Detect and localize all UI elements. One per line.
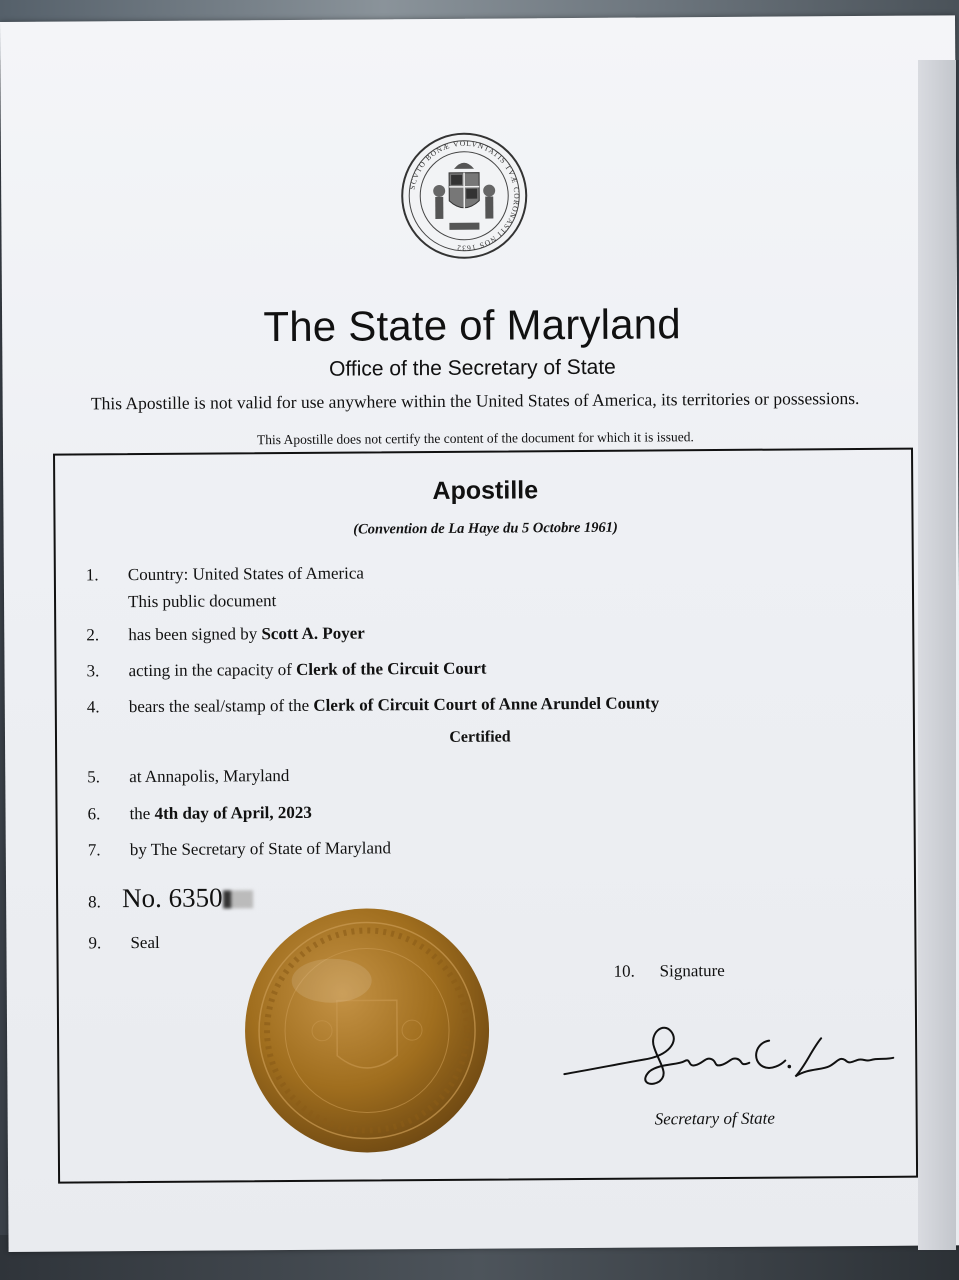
item-value: Clerk of the Circuit Court	[296, 658, 487, 679]
item-by	[88, 838, 391, 860]
item-signature	[614, 961, 725, 982]
item-text: acting in the capacity of	[128, 659, 297, 681]
signature-caption: Secretary of State	[654, 1108, 775, 1129]
item-seal-stamp	[87, 693, 660, 717]
item-signed-by	[86, 623, 365, 645]
item-number: 10.	[613, 961, 635, 981]
item-place	[87, 766, 289, 787]
handwritten-signature-icon	[559, 1010, 900, 1092]
item-number: 2.	[86, 625, 100, 645]
item-text: at Annapolis, Maryland	[129, 765, 290, 787]
item-date	[87, 803, 311, 825]
item-seal	[88, 933, 159, 953]
item-value: Clerk of Circuit Court of Anne Arundel County	[313, 693, 660, 715]
office-subtitle: Office of the Secretary of State	[328, 355, 616, 381]
item-number: 9.	[88, 933, 102, 953]
item-number: 8.	[88, 892, 101, 912]
paper-stack-edge	[918, 60, 956, 1250]
apostille-heading: Apostille	[432, 476, 539, 505]
item-text: by The Secretary of State of Maryland	[129, 838, 392, 860]
item-public-document	[86, 591, 276, 612]
convention-line: (Convention de La Haye du 5 Octobre 1961)	[353, 519, 618, 538]
item-value: 4th day of April, 2023	[154, 802, 312, 823]
seal-motto: SCVTO BONÆ VOLVNTATIS TVÆ CORONASTI NOS 1632	[407, 138, 522, 253]
item-number: 6.	[87, 804, 101, 824]
item-text: Signature	[659, 960, 725, 981]
apostille-box	[53, 448, 918, 1184]
item-text: This public document	[127, 591, 277, 612]
maryland-great-seal-icon	[399, 130, 530, 261]
item-text: has been signed by	[128, 624, 262, 645]
validity-notice: This Apostille is not valid for use anywhere within the United States of America, its territories or possessions.	[90, 388, 860, 414]
certified-label: Certified	[449, 728, 511, 746]
item-capacity	[86, 659, 486, 682]
apostille-document	[0, 15, 959, 1252]
item-text: Country: United States of America	[127, 563, 364, 585]
item-number-line	[88, 882, 253, 914]
item-text: the	[129, 803, 155, 824]
item-country	[86, 563, 364, 585]
content-notice: This Apostille does not certify the content of the document for which it is issued.	[256, 429, 694, 448]
item-number: 4.	[86, 697, 100, 717]
apostille-number: No. 6350	[122, 882, 223, 914]
item-value: Scott A. Poyer	[261, 623, 365, 644]
page-title: The State of Maryland	[263, 300, 681, 351]
item-number: 7.	[87, 840, 101, 860]
item-number: 5.	[87, 767, 101, 787]
item-number: 1.	[85, 565, 99, 585]
gold-embossed-seal-icon	[241, 905, 493, 1157]
item-text: Seal	[130, 932, 160, 953]
item-number: 3.	[86, 661, 100, 681]
item-text: bears the seal/stamp of the	[128, 695, 314, 717]
